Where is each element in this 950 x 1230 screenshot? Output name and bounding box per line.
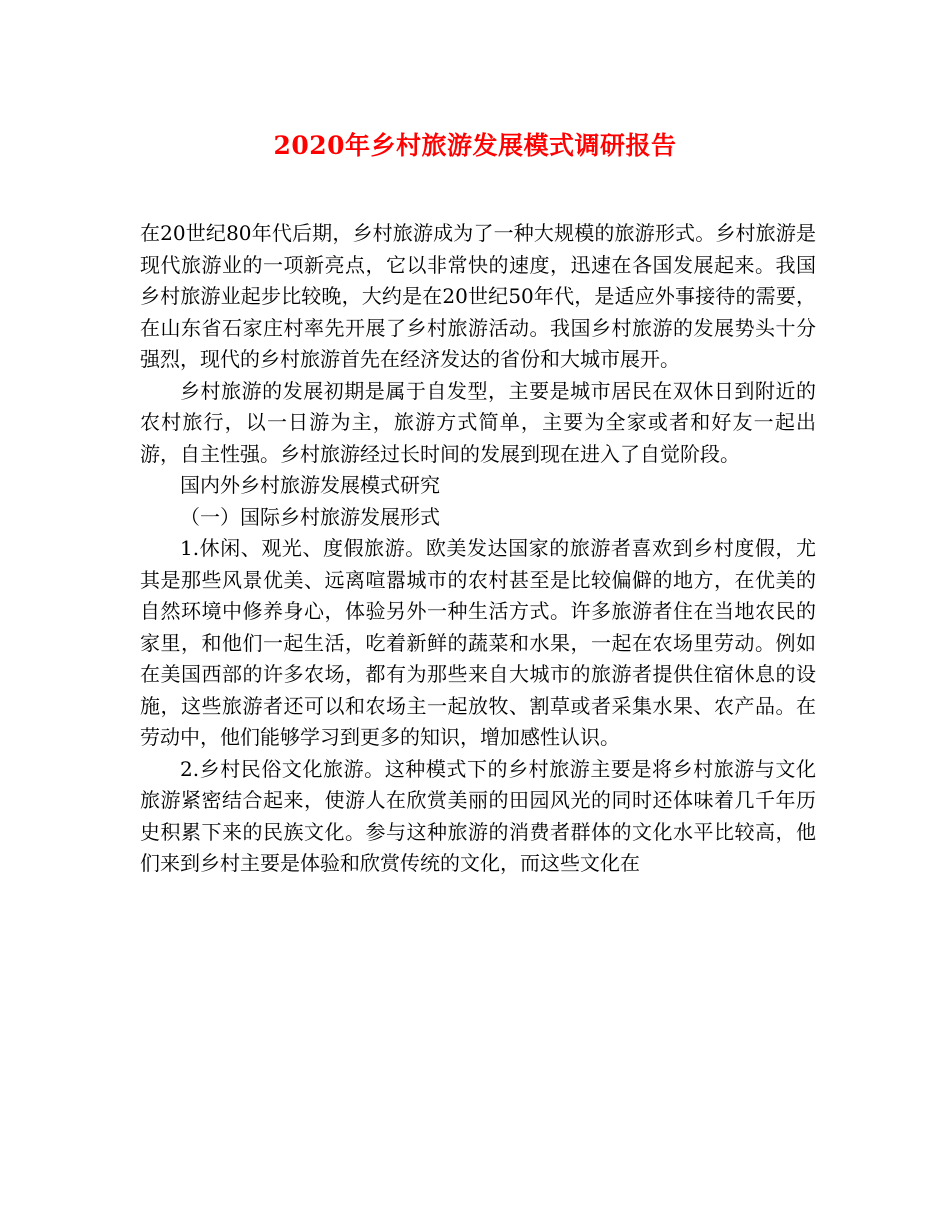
paragraph-intro: 在20世纪80年代后期，乡村旅游成为了一种大规模的旅游形式。乡村旅游是现代旅游业的一项新亮点，它以非常快的速度，迅速在各国发展起来。我国乡村旅游业起步比较晚，大约是在20世纪50年代，是适应外事接待的需要，在山东省石家庄村率先开展了乡村旅游活动。我国乡村旅游的发展势头十分强烈，现代的乡村旅游首先在经济发达的省份和大城市展开。 [140, 221, 816, 371]
paragraph-folk-culture-tourism: 2.乡村民俗文化旅游。这种模式下的乡村旅游主要是将乡村旅游与文化旅游紧密结合起来，使游人在欣赏美丽的田园风光的同时还体味着几千年历史积累下来的民族文化。参与这种旅游的消费者群体的文化水平比较高，他们来到乡村主要是体验和欣赏传统的文化，而这些文化在 [140, 756, 816, 875]
paragraph-early-development: 乡村旅游的发展初期是属于自发型，主要是城市居民在双休日到附近的农村旅行，以一日游为主，旅游方式简单，主要为全家或者和好友一起出游，自主性强。乡村旅游经过长时间的发展到现在进入了自觉阶段。 [140, 378, 816, 466]
subsection-heading: （一）国际乡村旅游发展形式 [180, 504, 440, 529]
section-heading: 国内外乡村旅游发展模式研究 [180, 473, 440, 497]
document-title: 2020年乡村旅游发展模式调研报告 [273, 131, 677, 160]
paragraph-leisure-tourism: 1.休闲、观光、度假旅游。欧美发达国家的旅游者喜欢到乡村度假，尤其是那些风景优美、远离喧嚣城市的农村甚至是比较偏僻的地方，在优美的自然环境中修养身心，体验另外一种生活方式。许多旅游者住在当地农民的家里，和他们一起生活，吃着新鲜的蔬菜和水果，一起在农场里劳动。例如在美国西部的许多农场，都有为那些来自大城市的旅游者提供住宿休息的设施，这些旅游者还可以和农场主一起放牧、割草或者采集水果、农产品。在劳动中，他们能够学习到更多的知识，增加感性认识。 [140, 536, 816, 749]
document-body [140, 218, 816, 880]
